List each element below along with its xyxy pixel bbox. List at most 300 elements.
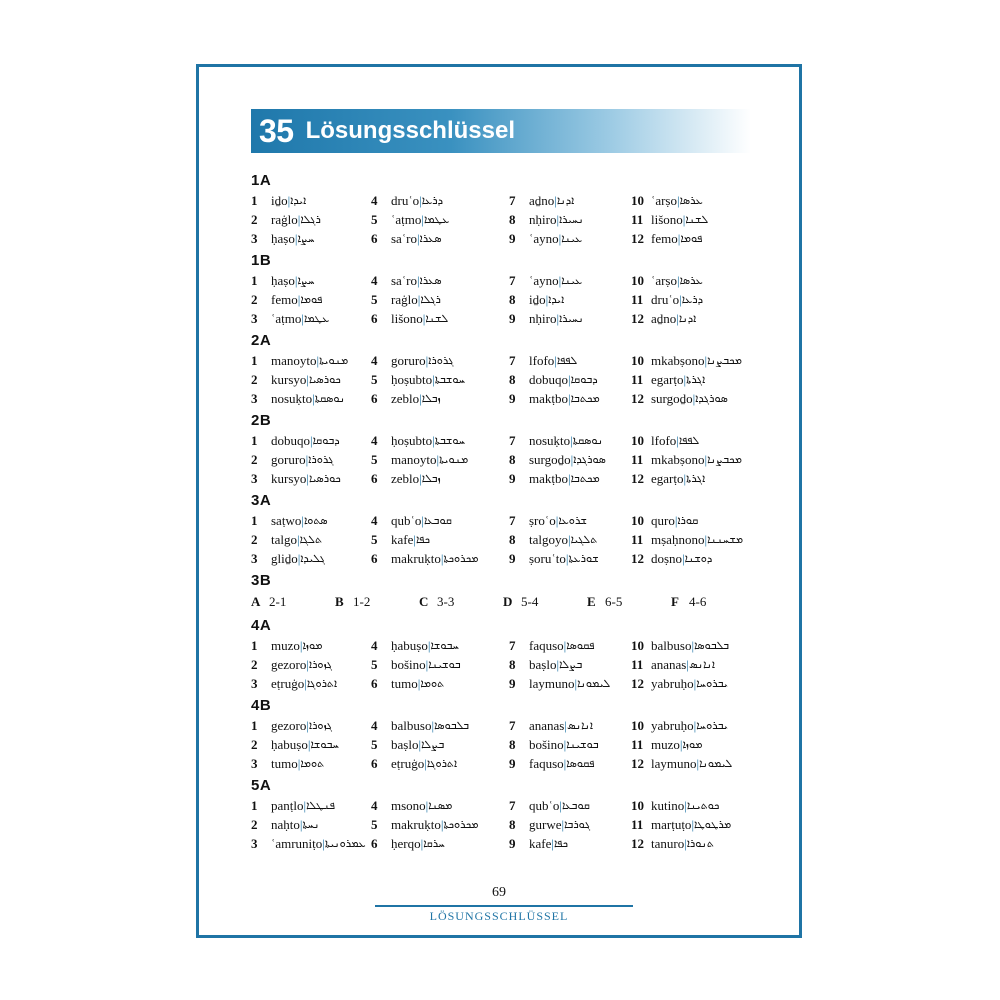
separator: | <box>322 836 325 851</box>
answer-item <box>371 735 509 754</box>
item-syriac: ܣܬܘܐ <box>303 514 328 527</box>
pair-letter: F <box>671 594 679 609</box>
item-number: 12 <box>631 836 644 851</box>
item-word: ʿaṭmo <box>391 212 422 227</box>
answer-item <box>371 229 509 248</box>
item-syriac: ܩܘܪܐ <box>677 514 699 527</box>
answer-item <box>251 351 371 370</box>
pairs-grid <box>251 591 771 613</box>
item-word: ananas <box>529 718 565 733</box>
separator: | <box>677 193 680 208</box>
separator: | <box>305 452 309 467</box>
separator: | <box>679 292 682 307</box>
answer-item <box>509 351 631 370</box>
answer-item <box>631 716 771 735</box>
item-number: 10 <box>631 798 644 813</box>
answer-item <box>371 754 509 773</box>
separator: | <box>419 193 422 208</box>
separator: | <box>297 532 300 547</box>
item-word: goruro <box>391 353 426 368</box>
item-number: 9 <box>509 836 516 851</box>
answer-grid <box>251 191 771 248</box>
item-word: goruro <box>271 452 306 467</box>
item-number: 3 <box>251 551 258 566</box>
item-word: lišono <box>651 212 683 227</box>
separator: | <box>294 231 298 246</box>
separator: | <box>425 798 429 813</box>
item-number: 10 <box>631 353 644 368</box>
page-frame <box>196 64 802 938</box>
item-number: 5 <box>371 532 378 547</box>
item-syriac: ܠܫܢܐ <box>425 312 449 325</box>
separator: | <box>570 433 573 448</box>
item-word: ṣoruʿto <box>529 551 566 566</box>
pair-item <box>671 591 755 613</box>
item-number: 11 <box>631 532 644 547</box>
answer-item <box>371 716 509 735</box>
item-word: surgoḏo <box>651 391 693 406</box>
item-number: 3 <box>251 231 258 246</box>
separator: | <box>704 452 708 467</box>
item-word: dobuqo <box>529 372 568 387</box>
item-number: 6 <box>371 471 378 486</box>
item-syriac: ܐܓܪܬܐ <box>686 472 706 485</box>
item-word: baṣlo <box>529 657 557 672</box>
separator: | <box>310 433 313 448</box>
item-syriac: ܣܘܪܓܕܐ <box>573 453 606 466</box>
item-syriac: ܡܟܪܘܟܬܐ <box>443 552 479 565</box>
separator: | <box>558 273 562 288</box>
item-number: 10 <box>631 433 644 448</box>
answer-item <box>371 290 509 309</box>
separator: | <box>696 756 700 771</box>
item-word: laymuno <box>529 676 575 691</box>
item-number: 5 <box>371 737 378 752</box>
answer-item <box>631 351 771 370</box>
answer-item <box>251 370 371 389</box>
answer-item <box>509 229 631 248</box>
item-word: saʿro <box>391 273 417 288</box>
separator: | <box>556 212 560 227</box>
answer-item <box>509 450 631 469</box>
separator: | <box>676 433 679 448</box>
item-number: 10 <box>631 193 644 208</box>
answer-item <box>371 796 509 815</box>
pair-value: 5-4 <box>521 594 539 609</box>
answer-item <box>251 271 371 290</box>
item-number: 11 <box>631 212 644 227</box>
item-syriac: ܢܘܣܩܬܐ <box>572 434 603 447</box>
item-word: ʿayno <box>529 273 559 288</box>
item-syriac: ܒܠܒܘܣܐ <box>694 639 730 652</box>
answer-item <box>631 309 771 328</box>
item-word: mkabṣono <box>651 353 705 368</box>
answer-item <box>631 191 771 210</box>
item-syriac: ܐܓܪܬܐ <box>686 373 706 386</box>
answer-item <box>509 309 631 328</box>
item-syriac: ܕܪܥܐ <box>421 194 444 207</box>
item-word: kutino <box>651 798 685 813</box>
separator: | <box>287 193 291 208</box>
section-label: 1A <box>251 172 272 189</box>
item-number: 5 <box>371 372 378 387</box>
separator: | <box>425 657 429 672</box>
item-word: iḏo <box>271 193 288 208</box>
answer-item <box>631 735 771 754</box>
answer-item <box>509 815 631 834</box>
item-number: 6 <box>371 756 378 771</box>
item-word: mkabṣono <box>651 452 705 467</box>
pair-value: 1-2 <box>353 594 371 609</box>
item-word: dobuqo <box>271 433 310 448</box>
item-word: gezoro <box>271 657 307 672</box>
item-word: kafe <box>391 532 414 547</box>
answer-item <box>631 469 771 488</box>
exercise-section-1a <box>251 171 771 248</box>
separator: | <box>555 513 559 528</box>
item-number: 11 <box>631 657 644 672</box>
item-number: 2 <box>251 532 258 547</box>
item-number: 8 <box>509 372 516 387</box>
answer-item <box>509 735 631 754</box>
separator: | <box>704 353 708 368</box>
item-number: 9 <box>509 756 516 771</box>
separator: | <box>565 551 569 566</box>
item-syriac: ܓܪܘܪܐ <box>428 354 454 367</box>
item-word: femo <box>271 292 298 307</box>
item-number: 7 <box>509 513 516 528</box>
exercise-section-2b <box>251 411 771 488</box>
item-word: qubʿo <box>529 798 560 813</box>
item-syriac: ܢܚܝܪܐ <box>559 312 584 325</box>
answer-grid <box>251 511 771 568</box>
item-word: ḥabuṣo <box>391 638 428 653</box>
item-word: muzo <box>651 737 680 752</box>
answer-item <box>509 716 631 735</box>
answer-item <box>251 290 371 309</box>
item-syriac: ܡܪܛܘܛܐ <box>694 818 732 831</box>
separator: | <box>683 471 687 486</box>
section-label: 1B <box>251 252 272 269</box>
answer-item <box>371 469 509 488</box>
item-number: 11 <box>631 817 644 832</box>
item-number: 4 <box>371 273 378 288</box>
item-number: 10 <box>631 638 644 653</box>
separator: | <box>574 676 578 691</box>
answer-item <box>371 389 509 408</box>
item-word: ḥabuṣo <box>271 737 308 752</box>
item-number: 4 <box>371 638 378 653</box>
answer-item <box>631 549 771 568</box>
separator: | <box>683 372 687 387</box>
separator: | <box>556 311 560 326</box>
item-syriac: ܪܓܠܐ <box>420 293 441 306</box>
answer-item <box>509 389 631 408</box>
item-syriac: ܡܟܬܒܐ <box>570 392 600 405</box>
item-number: 12 <box>631 676 644 691</box>
separator: | <box>686 657 689 672</box>
item-word: quro <box>651 513 675 528</box>
item-word: lišono <box>391 311 423 326</box>
section-label: 5A <box>251 777 272 794</box>
answer-item <box>371 351 509 370</box>
item-word: nosuḳto <box>529 433 571 448</box>
answer-item <box>631 370 771 389</box>
item-syriac: ܡܢܘܝܬܐ <box>319 354 349 367</box>
item-syriac: ܪܓܠܐ <box>300 213 321 226</box>
item-word: baṣlo <box>391 737 419 752</box>
separator: | <box>691 817 695 832</box>
item-syriac: ܡܟܒܨܢܐ <box>707 453 742 466</box>
answer-item <box>509 290 631 309</box>
item-number: 8 <box>509 657 516 672</box>
answer-item <box>371 655 509 674</box>
separator: | <box>297 212 301 227</box>
item-syriac: ܣܘܪܓܕܐ <box>695 392 728 405</box>
separator: | <box>417 292 421 307</box>
item-number: 12 <box>631 231 644 246</box>
item-number: 6 <box>371 391 378 406</box>
answer-item <box>251 309 371 328</box>
answer-item <box>251 735 371 754</box>
item-syriac: ܕܒܘܩܐ <box>570 373 598 386</box>
exercise-section-5a <box>251 776 771 853</box>
separator: | <box>304 676 307 691</box>
item-word: tanuro <box>651 836 685 851</box>
answer-item <box>251 229 371 248</box>
item-number: 5 <box>371 292 378 307</box>
separator: | <box>677 273 680 288</box>
item-number: 7 <box>509 433 516 448</box>
item-word: aḏno <box>651 311 677 326</box>
answer-item <box>251 549 371 568</box>
separator: | <box>692 391 696 406</box>
item-number: 12 <box>631 756 644 771</box>
item-word: doṣno <box>651 551 683 566</box>
answer-item <box>371 834 509 853</box>
item-syriac: ܥܛܡܐ <box>303 312 330 325</box>
section-label: 4A <box>251 617 272 634</box>
separator: | <box>424 756 427 771</box>
item-number: 12 <box>631 551 644 566</box>
answer-item <box>631 834 771 853</box>
item-number: 9 <box>509 676 516 691</box>
answer-item <box>371 370 509 389</box>
item-syriac: ܐܝܕܐ <box>548 293 565 306</box>
item-syriac: ܓܙܘܪܐ <box>308 719 333 732</box>
item-word: kursyo <box>271 372 307 387</box>
answer-item <box>509 210 631 229</box>
item-syriac: ܒܘܫܝܢܐ <box>566 738 599 751</box>
answer-item <box>631 431 771 450</box>
separator: | <box>440 817 444 832</box>
separator: | <box>301 513 304 528</box>
item-number: 1 <box>251 273 258 288</box>
item-syriac: ܐܕܢܐ <box>678 312 697 325</box>
answer-grid <box>251 636 771 693</box>
separator: | <box>563 638 567 653</box>
pair-item <box>587 591 671 613</box>
answer-item <box>251 469 371 488</box>
pair-letter: B <box>335 594 344 609</box>
item-number: 4 <box>371 193 378 208</box>
item-word: nḥiro <box>529 212 557 227</box>
chapter-header <box>251 109 751 153</box>
answer-item <box>251 530 371 549</box>
separator: | <box>682 212 686 227</box>
item-number: 9 <box>509 311 516 326</box>
answer-item <box>509 191 631 210</box>
item-word: femo <box>651 231 678 246</box>
item-syriac: ܡܢܘܝܬܐ <box>439 453 469 466</box>
item-syriac: ܢܚܬܐ <box>302 818 320 831</box>
item-word: tumo <box>271 756 298 771</box>
item-word: gezoro <box>271 718 307 733</box>
item-number: 12 <box>631 391 644 406</box>
item-syriac: ܚܨܐ <box>297 274 315 287</box>
item-number: 12 <box>631 311 644 326</box>
answer-item <box>251 674 371 693</box>
item-number: 1 <box>251 433 258 448</box>
answer-item <box>509 655 631 674</box>
answer-item <box>631 229 771 248</box>
answer-item <box>509 271 631 290</box>
item-number: 11 <box>631 737 644 752</box>
answer-item <box>509 370 631 389</box>
item-word: tumo <box>391 676 418 691</box>
item-syriac: ܒܘܫܝܢܐ <box>428 658 461 671</box>
separator: | <box>568 391 571 406</box>
item-number: 1 <box>251 638 258 653</box>
answer-item <box>371 815 509 834</box>
item-syriac: ܦܩܘܣܐ <box>566 639 595 652</box>
item-number: 6 <box>371 311 378 326</box>
item-syriac: ܙܒܠܐ <box>421 472 441 485</box>
item-syriac: ܫܘܪܥܬܐ <box>568 552 599 565</box>
item-word: balbuso <box>651 638 692 653</box>
pair-value: 4-6 <box>689 594 707 609</box>
separator: | <box>431 718 435 733</box>
answer-item <box>371 431 509 450</box>
separator: | <box>306 372 309 387</box>
answer-item <box>509 674 631 693</box>
item-number: 9 <box>509 551 516 566</box>
item-number: 8 <box>509 737 516 752</box>
item-word: bošino <box>391 657 426 672</box>
item-number: 4 <box>371 798 378 813</box>
item-word: zeblo <box>391 471 420 486</box>
item-syriac: ܣܥܪܐ <box>419 232 442 245</box>
item-word: eṭruġo <box>391 756 425 771</box>
section-label: 4B <box>251 697 272 714</box>
item-word: saṭwo <box>271 513 302 528</box>
item-number: 2 <box>251 452 258 467</box>
item-syriac: ܐܬܪܘܓܐ <box>426 757 458 770</box>
answer-grid <box>251 351 771 408</box>
item-syriac: ܟܦܐ <box>553 837 568 850</box>
item-syriac: ܐܝܕܐ <box>290 194 307 207</box>
separator: | <box>419 391 422 406</box>
separator: | <box>422 311 426 326</box>
item-word: manoyto <box>391 452 437 467</box>
item-syriac: ܡܫܚܢܢܐ <box>707 533 744 546</box>
item-word: egarṭo <box>651 471 684 486</box>
item-word: kursyo <box>271 471 307 486</box>
item-syriac: ܥܝܢܐ <box>561 274 583 287</box>
answer-item <box>371 210 509 229</box>
item-syriac: ܐܢܐܢܣ <box>688 658 715 671</box>
item-word: ḥerqo <box>391 836 421 851</box>
item-syriac: ܟܘܪܣܝܐ <box>309 472 341 485</box>
answer-item <box>509 469 631 488</box>
separator: | <box>419 471 422 486</box>
item-word: ṣroʿo <box>529 513 556 528</box>
item-syriac: ܦܩܘܣܐ <box>566 757 595 770</box>
separator: | <box>684 798 687 813</box>
item-number: 1 <box>251 718 258 733</box>
item-word: ḥaṣo <box>271 273 295 288</box>
item-syriac: ܕܪܥܐ <box>681 293 704 306</box>
item-number: 1 <box>251 798 258 813</box>
item-word: raġlo <box>391 292 418 307</box>
item-syriac: ܠܦܦܐ <box>556 354 578 367</box>
item-number: 4 <box>371 433 378 448</box>
item-syriac: ܚܪܩܐ <box>423 837 445 850</box>
item-syriac: ܡܟܬܒܐ <box>570 472 600 485</box>
item-number: 9 <box>509 391 516 406</box>
item-syriac: ܝܒܪܘܚܐ <box>696 677 728 690</box>
separator: | <box>432 433 435 448</box>
item-number: 10 <box>631 513 644 528</box>
separator: | <box>558 231 562 246</box>
item-syriac: ܟܘܪܣܝܐ <box>309 373 341 386</box>
answer-item <box>371 636 509 655</box>
answer-item <box>371 309 509 328</box>
item-word: yabruḥo <box>651 718 694 733</box>
item-word: makṭbo <box>529 391 568 406</box>
item-number: 9 <box>509 471 516 486</box>
separator: | <box>563 737 567 752</box>
item-syriac: ܢܚܝܪܐ <box>559 213 584 226</box>
answer-item <box>631 290 771 309</box>
item-syriac: ܬܠܓܐ <box>299 533 323 546</box>
separator: | <box>417 676 421 691</box>
item-word: ḥaṣo <box>271 231 295 246</box>
item-number: 7 <box>509 353 516 368</box>
item-number: 3 <box>251 836 258 851</box>
item-word: nḥiro <box>529 311 557 326</box>
item-word: mṣaḥnono <box>651 532 705 547</box>
item-syriac: ܠܦܦܐ <box>678 434 700 447</box>
exercise-section-3a <box>251 491 771 568</box>
item-syriac: ܟܦܐ <box>415 533 430 546</box>
separator: | <box>693 676 697 691</box>
separator: | <box>432 372 435 387</box>
item-number: 5 <box>371 817 378 832</box>
item-number: 11 <box>631 372 644 387</box>
answer-item <box>631 636 771 655</box>
item-number: 2 <box>251 372 258 387</box>
item-syriac: ܥܛܡܐ <box>423 213 450 226</box>
answer-item <box>251 450 371 469</box>
chapter-title: Lösungsschlüssel <box>305 117 515 144</box>
item-number: 2 <box>251 737 258 752</box>
item-number: 3 <box>251 676 258 691</box>
item-word: ʿarṣo <box>651 193 677 208</box>
pair-letter: E <box>587 594 596 609</box>
item-number: 5 <box>371 212 378 227</box>
separator: | <box>674 513 678 528</box>
